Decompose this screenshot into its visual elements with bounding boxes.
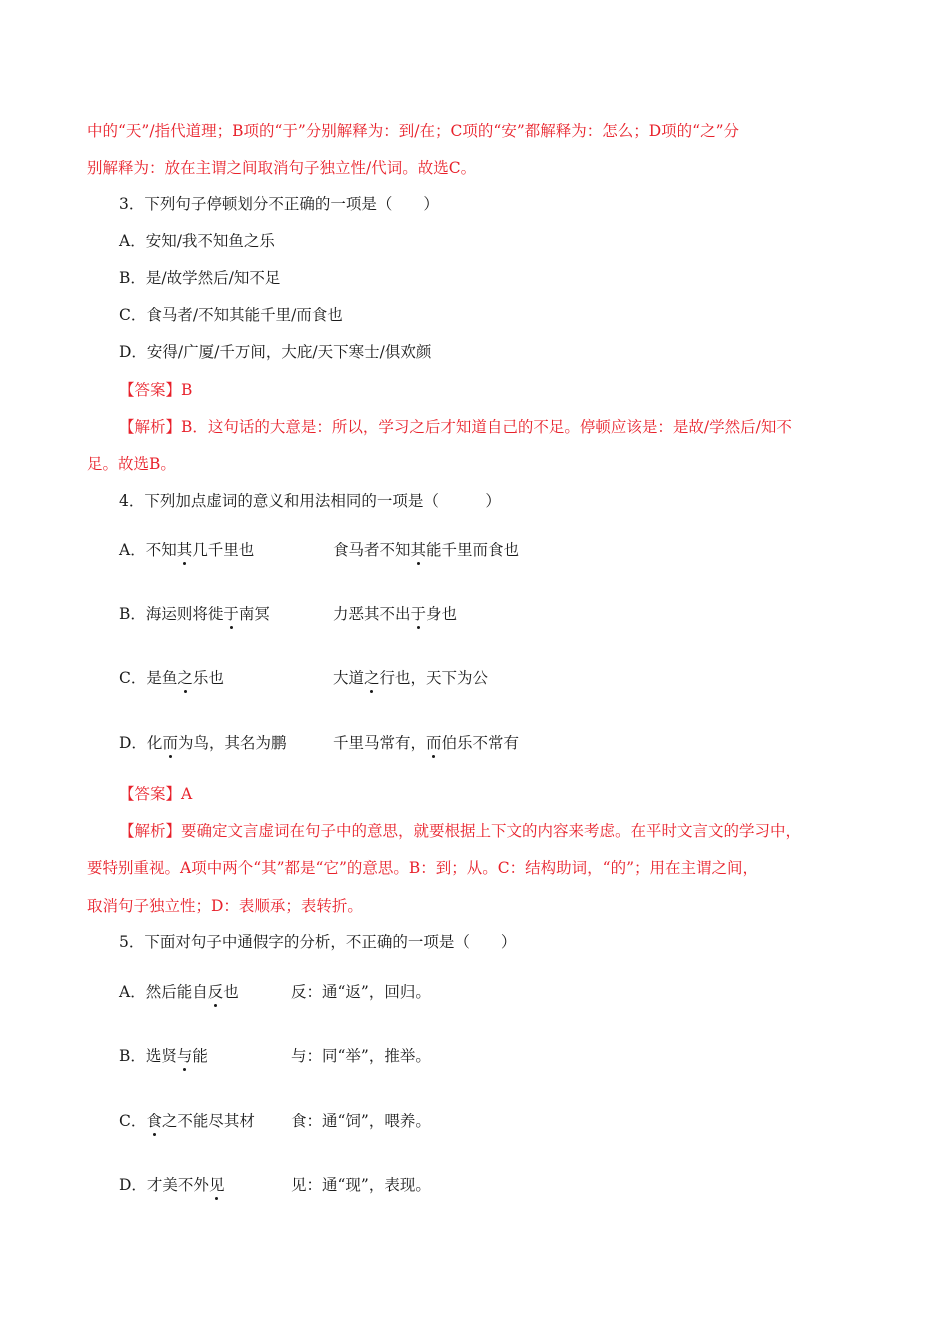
- dotted-char: 其: [176, 541, 193, 559]
- q5-option-a-note: 反：通“返”，回归。: [291, 983, 431, 1001]
- dotted-char: 食: [146, 1112, 162, 1130]
- q5-option-b-note: 与：同“举”，推举。: [291, 1047, 431, 1065]
- dotted-char: 之: [364, 669, 380, 687]
- q3-option-b: B．是/故学然后/知不足: [119, 269, 281, 287]
- dotted-char: 于: [410, 605, 427, 623]
- q4-stem: 4．下列加点虚词的意义和用法相同的一项是（ ）: [119, 492, 501, 510]
- dotted-char: 见: [208, 1176, 225, 1194]
- q3-analysis-line-2: 足。故选B。: [87, 455, 176, 473]
- q5-option-d: D．才美不外见: [119, 1176, 225, 1194]
- dotted-char: 于: [223, 605, 239, 623]
- q3-analysis-line-1: 【解析】B．这句话的大意是：所以，学习之后才知道自己的不足。停顿应该是：是故/学然后/知不: [119, 418, 792, 436]
- q5-option-a: A．然后能自反也: [119, 983, 239, 1001]
- q3-answer: 【答案】B: [119, 381, 193, 399]
- q5-option-c: C．食之不能尽其材: [119, 1112, 255, 1130]
- q5-stem: 5．下面对句子中通假字的分析，不正确的一项是（ ）: [119, 933, 517, 951]
- dotted-char: 与: [176, 1047, 193, 1065]
- q4-answer: 【答案】A: [119, 785, 193, 803]
- q4-option-a-right: 食马者不知其能千里而食也: [333, 541, 520, 559]
- q3-stem: 3．下列句子停顿划分不正确的一项是（ ）: [119, 195, 439, 213]
- dotted-char: 而: [162, 734, 178, 752]
- q4-option-d-left: D．化而为鸟，其名为鹏: [119, 734, 287, 752]
- dotted-char: 而: [426, 734, 442, 752]
- prev-analysis-line-2: 别解释为：放在主谓之间取消句子独立性/代词。故选C。: [87, 159, 477, 177]
- q3-option-c: C．食马者/不知其能千里/而食也: [119, 306, 343, 324]
- q4-option-a-left: A．不知其几千里也: [119, 541, 255, 559]
- q4-analysis-line-2: 要特别重视。A项中两个“其”都是“它”的意思。B：到；从。C：结构助词，“的”；用在主谓之间，: [87, 859, 758, 877]
- dotted-char: 之: [177, 669, 193, 687]
- q5-option-b: B．选贤与能: [119, 1047, 208, 1065]
- q4-option-c-right: 大道之行也，天下为公: [333, 669, 489, 687]
- q3-option-d: D．安得/广厦/千万间，大庇/天下寒士/俱欢颜: [119, 343, 432, 361]
- q4-option-b-left: B．海运则将徙于南冥: [119, 605, 270, 623]
- dotted-char: 反: [207, 983, 224, 1001]
- q4-option-d-right: 千里马常有，而伯乐不常有: [333, 734, 520, 752]
- q5-option-d-note: 见：通“现”，表现。: [291, 1176, 431, 1194]
- q5-option-c-note: 食：通“饲”，喂养。: [291, 1112, 431, 1130]
- q4-option-c-left: C．是鱼之乐也: [119, 669, 224, 687]
- q3-option-a: A．安知/我不知鱼之乐: [119, 232, 275, 250]
- q4-analysis-line-3: 取消句子独立性；D：表顺承；表转折。: [87, 897, 363, 915]
- q4-option-b-right: 力恶其不出于身也: [333, 605, 458, 623]
- prev-analysis-line-1: 中的“天”/指代道理；B项的“于”分别解释为：到/在；C项的“安”都解释为：怎么；D项的“之”分: [87, 122, 740, 140]
- q4-analysis-line-1: 【解析】要确定文言虚词在句子中的意思，就要根据上下文的内容来考虑。在平时文言文的学习中，: [119, 822, 802, 840]
- dotted-char: 其: [410, 541, 427, 559]
